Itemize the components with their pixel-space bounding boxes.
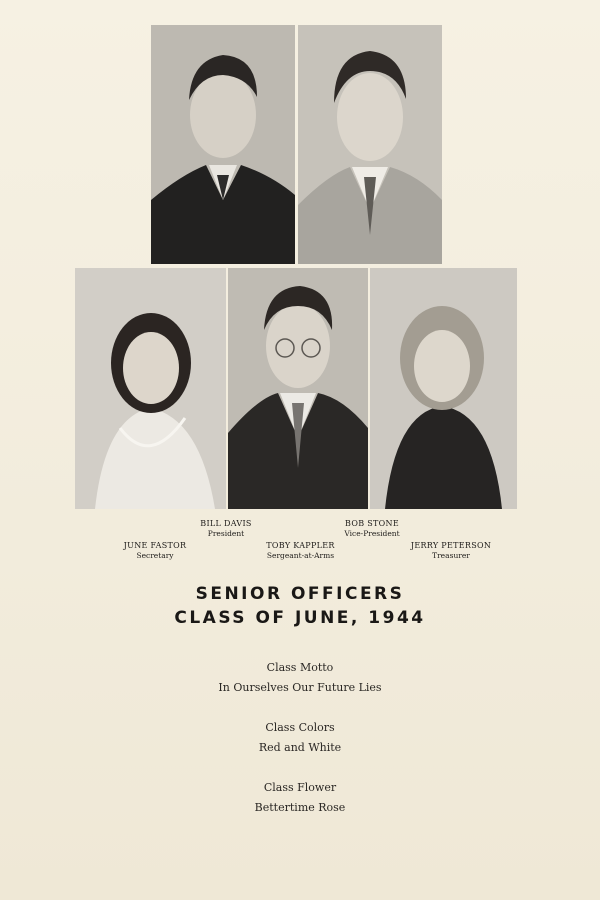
portrait-bill-davis: [151, 25, 295, 264]
caption-june-fastor: [105, 541, 205, 560]
officer-role: Vice-President: [344, 529, 400, 538]
class-colors-value: Red and White: [258, 741, 342, 754]
officer-role: Secretary: [136, 551, 174, 560]
class-motto-label: Class Motto: [266, 661, 334, 674]
officer-name: BOB STONE: [345, 519, 399, 528]
portrait-toby-kappler: [228, 268, 368, 509]
officer-name: TOBY KAPPLER: [266, 541, 335, 550]
class-motto-value: In Ourselves Our Future Lies: [218, 681, 382, 694]
class-colors-label: Class Colors: [265, 721, 335, 734]
officer-name: JERRY PETERSON: [410, 541, 492, 550]
officer-role: Sergeant-at-Arms: [266, 551, 335, 560]
caption-jerry-peterson: [401, 541, 501, 560]
portrait-jerry-peterson: [370, 268, 517, 509]
caption-toby-kappler: [248, 541, 353, 560]
officer-name: BILL DAVIS: [200, 519, 252, 528]
caption-bob-stone: [322, 519, 422, 538]
page-heading-senior-officers: SENIOR OFFICERS: [195, 584, 405, 604]
officer-role: President: [207, 529, 245, 538]
portrait-bob-stone: [298, 25, 442, 264]
page-heading-class-year: CLASS OF JUNE, 1944: [174, 608, 426, 628]
caption-bill-davis: [176, 519, 276, 538]
portrait-june-fastor: [75, 268, 226, 509]
officer-name: JUNE FASTOR: [123, 541, 187, 550]
officer-role: Treasurer: [432, 551, 470, 560]
class-flower-label: Class Flower: [263, 781, 337, 794]
class-flower-value: Bettertime Rose: [254, 801, 346, 814]
